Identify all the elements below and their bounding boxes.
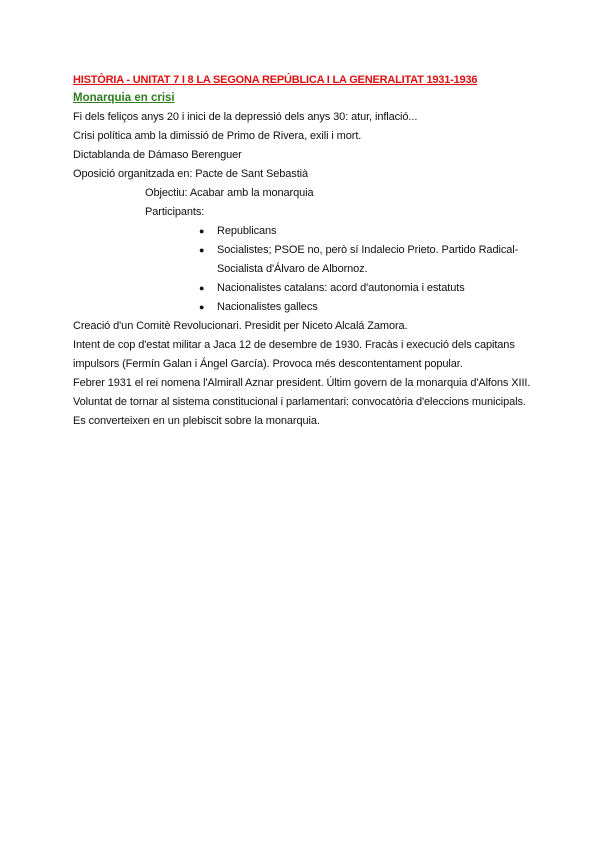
bullet-icon: ● [199, 226, 205, 236]
list-item-text: Nacionalistes catalans: acord d'autonomia i estatuts [217, 282, 465, 294]
list-item [199, 279, 543, 298]
list-item [199, 222, 543, 241]
paragraph-line: Crisi política amb la dimissió de Primo de Rivera, exili i mort. [73, 130, 362, 142]
paragraph-line: Febrer 1931 el rei nomena l'Almirall Aznar president. Últim govern de la monarquia d'Alfons XIII. [73, 377, 531, 389]
participants-label: Participants: [145, 206, 205, 218]
paragraph-line: Dictablanda de Dámaso Berenguer [73, 149, 242, 161]
bullet-icon: ● [199, 302, 205, 312]
list-item [199, 298, 543, 317]
list-item-text: Socialistes; PSOE no, però sí Indalecio Prieto. Partido Radical-Socialista d'Álvaro de Albornoz. [217, 244, 519, 275]
paragraph-line: Voluntat de tornar al sistema constitucional i parlamentari: convocatòria d'eleccions municipals. [73, 396, 526, 408]
paragraph-line: Oposició organitzada en: Pacte de Sant Sebastià [73, 168, 309, 180]
bullet-icon: ● [199, 283, 205, 293]
bullet-icon: ● [199, 245, 205, 255]
list-item [199, 241, 543, 279]
section-heading: Monarquia en crisi [73, 92, 175, 104]
paragraph-line: Es converteixen en un plebiscit sobre la monarquia. [73, 415, 320, 427]
document-page [73, 71, 543, 431]
list-item-text: Nacionalistes gallecs [217, 301, 318, 313]
paragraph-line: Fi dels feliços anys 20 i inici de la depressió dels anys 30: atur, inflació... [73, 111, 418, 123]
document-title: HISTÒRIA - UNITAT 7 I 8 LA SEGONA REPÚBLICA I LA GENERALITAT 1931-1936 [73, 74, 478, 86]
objective-line: Objectiu: Acabar amb la monarquia [145, 187, 314, 199]
participants-list [73, 222, 543, 317]
paragraph-line: Creació d'un Comitè Revolucionari. Presidit per Niceto Alcalá Zamora. [73, 320, 408, 332]
paragraph-line: Intent de cop d'estat militar a Jaca 12 de desembre de 1930. Fracàs i execució dels capitans impulsors (Fermín Galan i Ángel García). Provoca més descontentament popular. [73, 339, 515, 370]
list-item-text: Republicans [217, 225, 277, 237]
